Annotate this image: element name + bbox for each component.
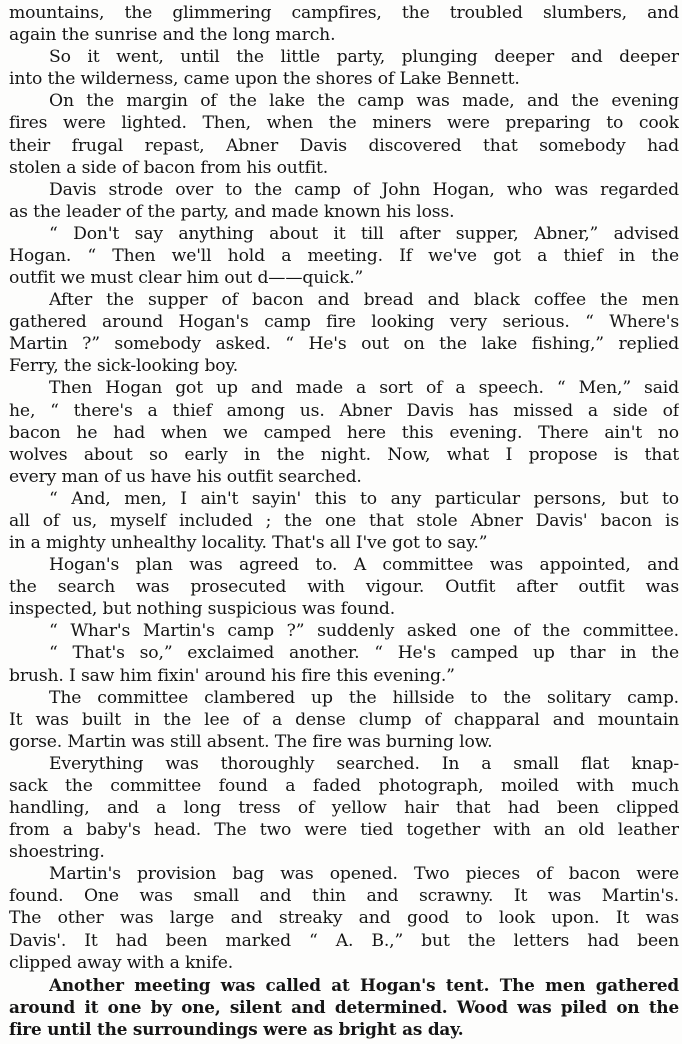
text-line: wolves about so early in the night. Now, what I propose is that: [9, 444, 679, 465]
text-line: Hogan's plan was agreed to. A committee was appointed, and: [49, 555, 679, 576]
text-line: Hogan. “ Then we'll hold a meeting. If we've got a thief in the: [9, 245, 679, 266]
text-line: as the leader of the party, and made known his loss.: [9, 201, 455, 222]
text-line: fire until the surroundings were as bright as day.: [9, 1018, 464, 1039]
text-line: gathered around Hogan's camp fire looking very serious. “ Where's: [9, 312, 679, 333]
text-line: found. One was small and thin and scrawny. It was Martin's.: [9, 886, 679, 907]
text-line: “ Don't say anything about it till after supper, Abner,” advised: [49, 223, 679, 244]
text-line: Martin's provision bag was opened. Two pieces of bacon were: [49, 864, 679, 885]
text-line: It was built in the lee of a dense clump of chapparal and mountain: [9, 709, 679, 730]
text-line: The other was large and streaky and good to look upon. It was: [9, 908, 679, 929]
text-line: he, “ there's a thief among us. Abner Davis has missed a side of: [9, 400, 679, 421]
text-line: stolen a side of bacon from his outfit.: [9, 157, 329, 178]
text-line: gorse. Martin was still absent. The fire was burning low.: [9, 731, 493, 752]
text-line: sack the committee found a faded photograph, moiled with much: [9, 775, 679, 796]
text-line: every man of us have his outfit searched.: [9, 466, 362, 487]
text-line: So it went, until the little party, plunging deeper and deeper: [49, 47, 679, 68]
text-line: around it one by one, silent and determined. Wood was piled on the: [9, 996, 679, 1017]
text-line: handling, and a long tress of yellow hair that had been clipped: [9, 798, 679, 819]
text-line: into the wilderness, came upon the shores of Lake Bennett.: [9, 69, 520, 90]
text-line: Davis strode over to the camp of John Hogan, who was regarded: [49, 179, 679, 200]
text-line: all of us, myself included ; the one that stole Abner Davis' bacon is: [9, 510, 679, 531]
text-line: their frugal repast, Abner Davis discovered that somebody had: [9, 135, 679, 156]
text-line: from a baby's head. The two were tied together with an old leather: [9, 820, 679, 841]
text-line: Martin ?” somebody asked. “ He's out on the lake fishing,” replied: [9, 334, 679, 355]
text-line: Then Hogan got up and made a sort of a speech. “ Men,” said: [49, 378, 679, 399]
text-line: The committee clambered up the hillside to the solitary camp.: [49, 687, 679, 708]
text-line: Ferry, the sick-looking boy.: [9, 356, 239, 377]
text-line: bacon he had when we camped here this evening. There ain't no: [9, 422, 679, 443]
text-line: fires were lighted. Then, when the miners were preparing to cook: [9, 113, 679, 134]
text-line: mountains, the glimmering campfires, the troubled slumbers, and: [9, 3, 679, 23]
text-line: clipped away with a knife.: [9, 952, 234, 973]
text-line: Everything was thoroughly searched. In a small flat knap-: [49, 753, 679, 774]
text-line: in a mighty unhealthy locality. That's all I've got to say.”: [9, 533, 488, 554]
text-line: “ Whar's Martin's camp ?” suddenly asked one of the committee.: [49, 621, 679, 642]
text-line: inspected, but nothing suspicious was found.: [9, 599, 396, 620]
text-line: again the sunrise and the long march.: [9, 25, 336, 46]
text-line: the search was prosecuted with vigour. Outfit after outfit was: [9, 577, 679, 598]
text-line: Another meeting was called at Hogan's tent. The men gathered: [49, 974, 679, 995]
text-line: Davis'. It had been marked “ A. B.,” but the letters had been: [9, 930, 679, 951]
text-line: “ That's so,” exclaimed another. “ He's camped up thar in the: [49, 643, 679, 664]
text-line: “ And, men, I ain't sayin' this to any particular persons, but to: [49, 488, 679, 509]
text-line: After the supper of bacon and bread and black coffee the men: [49, 290, 679, 311]
text-line: shoestring.: [9, 842, 105, 863]
text-line: outfit we must clear him out d——quick.”: [9, 268, 364, 289]
text-line: On the margin of the lake the camp was made, and the evening: [49, 91, 679, 112]
text-line: brush. I saw him fixin' around his fire this evening.”: [9, 665, 455, 686]
